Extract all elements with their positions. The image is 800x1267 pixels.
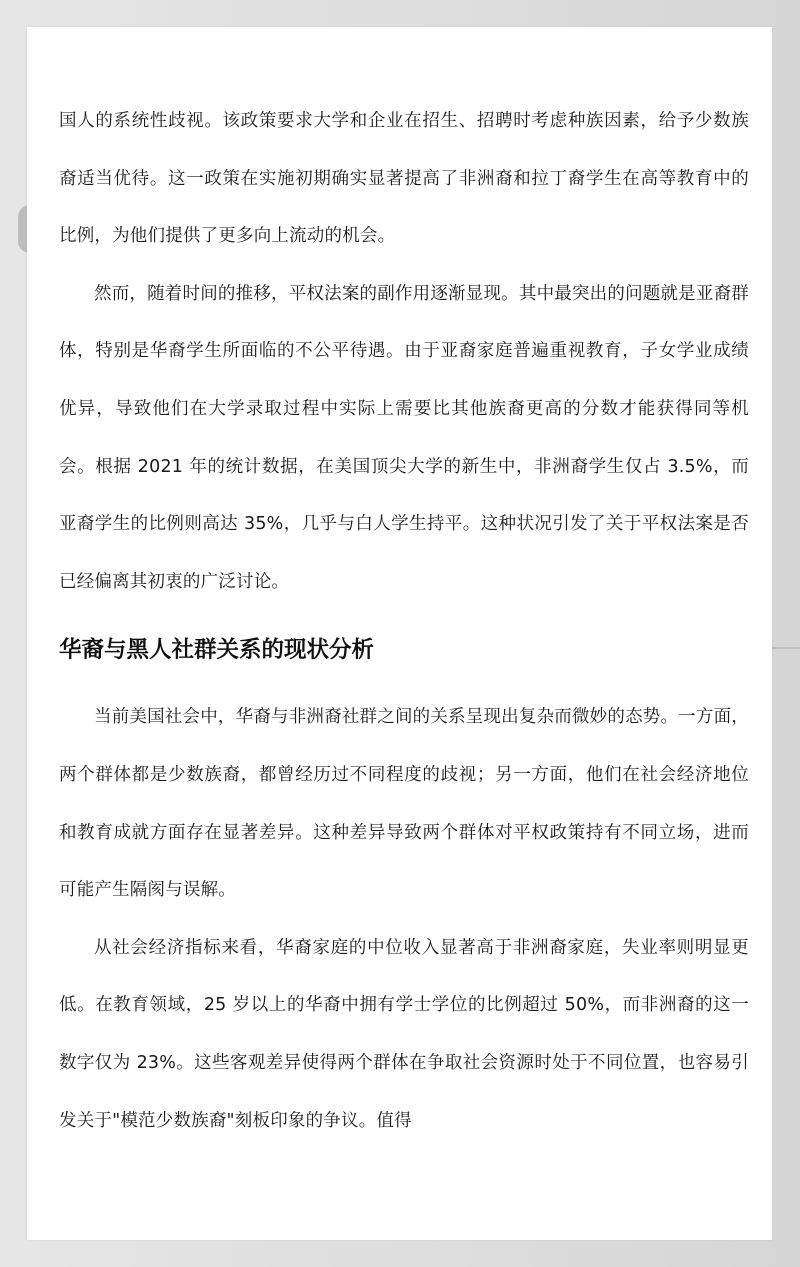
section-heading: 华裔与黑人社群关系的现状分析: [59, 637, 375, 664]
paragraph-4: 从社会经济指标来看，华裔家庭的中位收入显著高于非洲裔家庭，失业率则明显更低。在教育领域，25 岁以上的华裔中拥有学士学位的比例超过 50%，而非洲裔的这一数字仅为 23%。这些客观差异使得两个群体在争取社会资源时处于不同位置，也容易引发关于"模范少数族裔"刻板印象的争议。值得: [59, 937, 749, 1131]
document-page: [27, 27, 772, 1240]
document-body: [59, 93, 749, 1150]
paragraph-3: 当前美国社会中，华裔与非洲裔社群之间的关系呈现出复杂而微妙的态势。一方面，两个群体都是少数族裔，都曾经历过不同程度的歧视；另一方面，他们在社会经济地位和教育成就方面存在显著差异。这种差异导致两个群体对平权政策持有不同立场，进而可能产生隔阂与误解。: [59, 707, 749, 901]
page-edge-marker: [772, 647, 800, 649]
paragraph-1: 国人的系统性歧视。该政策要求大学和企业在招生、招聘时考虑种族因素，给予少数族裔适当优待。这一政策在实施初期确实显著提高了非洲裔和拉丁裔学生在高等教育中的比例，为他们提供了更多向上流动的机会。: [59, 111, 749, 247]
paragraph-2: 然而，随着时间的推移，平权法案的副作用逐渐显现。其中最突出的问题就是亚裔群体，特别是华裔学生所面临的不公平待遇。由于亚裔家庭普遍重视教育，子女学业成绩优异，导致他们在大学录取过程中实际上需要比其他族裔更高的分数才能获得同等机会。根据 2021 年的统计数据，在美国顶尖大学的新生中，非洲裔学生仅占 3.5%，而亚裔学生的比例则高达 35%，几乎与白人学生持平。这种状况引发了关于平权法案是否已经偏离其初衷的广泛讨论。: [59, 283, 749, 592]
